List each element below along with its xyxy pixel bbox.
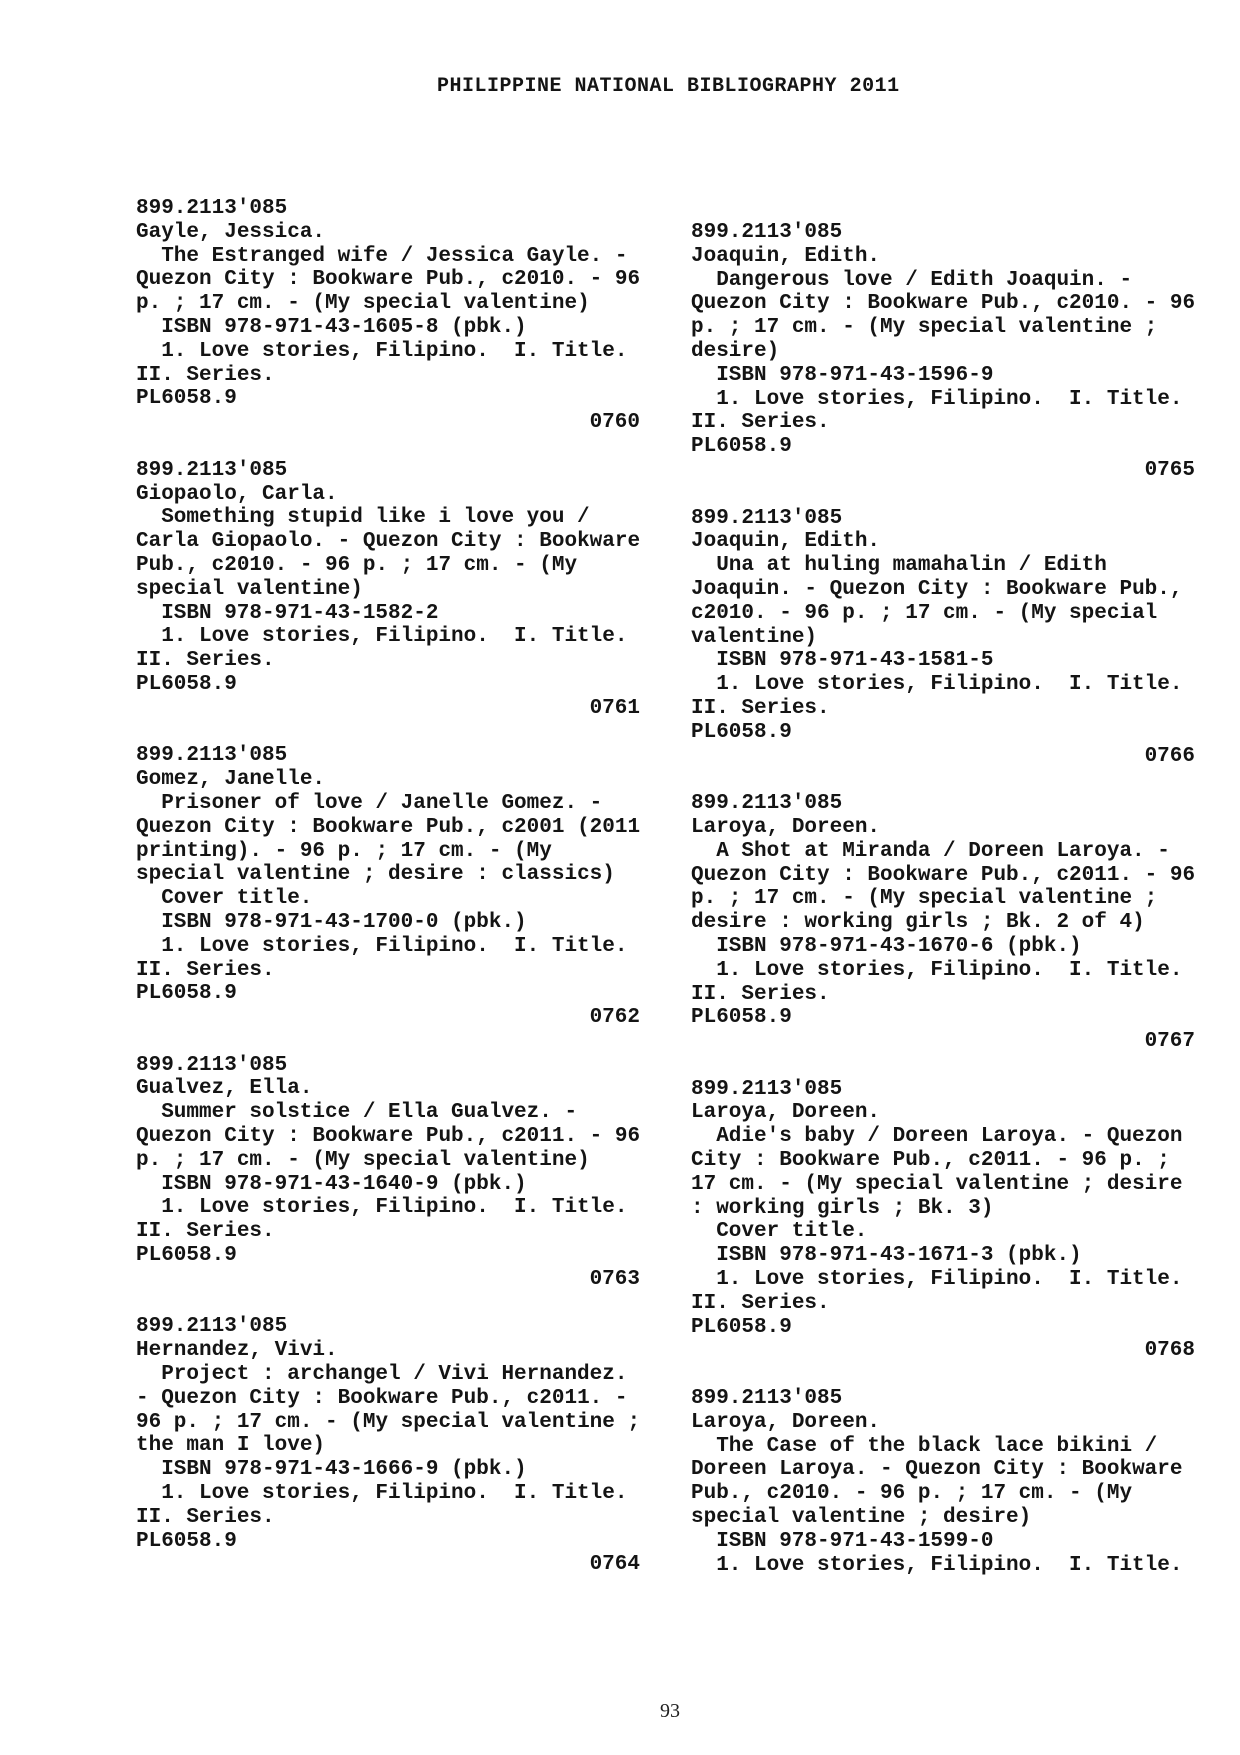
description-line: ISBN 978-971-43-1599-0	[716, 1529, 994, 1553]
call-number: PL6058.9	[136, 672, 237, 696]
page-number: 93	[660, 1700, 680, 1722]
entry-number: 0766	[1144, 744, 1195, 768]
author-heading: Joaquin, Edith.	[691, 530, 881, 554]
description-line: ISBN 978-971-43-1670-6 (pbk.)	[716, 934, 1082, 958]
description-line: Summer solstice / Ella Gualvez. -	[161, 1101, 578, 1125]
call-number: PL6058.9	[136, 1529, 237, 1553]
bibliographic-entry	[136, 1054, 640, 1292]
call-number: PL6058.9	[691, 1006, 792, 1030]
left-column	[136, 197, 640, 1601]
author-heading: Laroya, Doreen.	[691, 1101, 881, 1125]
description-line: II. Series.	[136, 958, 275, 982]
class-number: 899.2113'085	[136, 458, 288, 482]
entry-number: 0762	[589, 1006, 640, 1030]
description-line: ISBN 978-971-43-1605-8 (pbk.)	[161, 315, 527, 339]
right-column	[691, 221, 1195, 1601]
description-line: Quezon City : Bookware Pub., c2011. - 96	[691, 863, 1196, 887]
description-line: Cover title.	[161, 887, 313, 911]
description-line: 1. Love stories, Filipino. I. Title.	[161, 625, 628, 649]
description-line: Joaquin. - Quezon City : Bookware Pub.,	[691, 577, 1183, 601]
bibliographic-entry	[691, 792, 1195, 1054]
class-number: 899.2113'085	[136, 197, 288, 220]
entry-number: 0763	[589, 1267, 640, 1291]
description-line: special valentine ; desire : classics)	[136, 863, 615, 887]
description-line: 1. Love stories, Filipino. I. Title.	[716, 673, 1183, 697]
description-line: Pub., c2010. - 96 p. ; 17 cm. - (My	[691, 1482, 1133, 1506]
description-line: Something stupid like i love you /	[161, 506, 590, 530]
bibliographic-entry	[691, 507, 1195, 769]
call-number: PL6058.9	[691, 1315, 792, 1339]
description-line: II. Series.	[691, 411, 830, 435]
description-line: desire : working girls ; Bk. 2 of 4)	[691, 911, 1145, 935]
description-line: ISBN 978-971-43-1671-3 (pbk.)	[716, 1244, 1082, 1268]
call-number: PL6058.9	[691, 720, 792, 744]
class-number: 899.2113'085	[691, 1387, 843, 1411]
description-line: II. Series.	[136, 1505, 275, 1529]
description-line: The Case of the black lace bikini /	[716, 1434, 1158, 1458]
description-line: Quezon City : Bookware Pub., c2010. - 96	[691, 292, 1196, 316]
description-line: ISBN 978-971-43-1666-9 (pbk.)	[161, 1458, 527, 1482]
description-line: Doreen Laroya. - Quezon City : Bookware	[691, 1458, 1183, 1482]
entry-number: 0765	[1144, 458, 1195, 482]
description-line: 17 cm. - (My special valentine ; desire	[691, 1172, 1183, 1196]
description-line: : working girls ; Bk. 3)	[691, 1196, 994, 1220]
description-line: valentine)	[691, 625, 818, 649]
description-line: Pub., c2010. - 96 p. ; 17 cm. - (My	[136, 553, 578, 577]
description-line: Project : archangel / Vivi Hernandez.	[161, 1363, 628, 1387]
call-number: PL6058.9	[691, 435, 792, 459]
description-line: City : Bookware Pub., c2011. - 96 p. ;	[691, 1149, 1170, 1173]
entry-number: 0764	[589, 1553, 640, 1577]
description-line: II. Series.	[136, 363, 275, 387]
description-line: desire)	[691, 339, 780, 363]
description-line: II. Series.	[136, 649, 275, 673]
description-line: Adie's baby / Doreen Laroya. - Quezon	[716, 1125, 1183, 1149]
description-line: the man I love)	[136, 1434, 326, 1458]
class-number: 899.2113'085	[691, 506, 843, 530]
description-line: ISBN 978-971-43-1640-9 (pbk.)	[161, 1172, 527, 1196]
description-line: Cover title.	[716, 1220, 868, 1244]
description-line: Prisoner of love / Janelle Gomez. -	[161, 791, 603, 815]
description-line: The Estranged wife / Jessica Gayle. -	[161, 244, 628, 268]
description-line: 1. Love stories, Filipino. I. Title.	[161, 934, 628, 958]
author-heading: Gualvez, Ella.	[136, 1077, 313, 1101]
description-line: ISBN 978-971-43-1581-5	[716, 649, 994, 673]
description-line: 1. Love stories, Filipino. I. Title.	[716, 1268, 1183, 1292]
class-number: 899.2113'085	[691, 792, 843, 816]
class-number: 899.2113'085	[691, 221, 843, 244]
call-number: PL6058.9	[136, 1244, 237, 1268]
description-line: 1. Love stories, Filipino. I. Title.	[161, 1482, 628, 1506]
description-line: p. ; 17 cm. - (My special valentine ;	[691, 316, 1158, 340]
description-line: c2010. - 96 p. ; 17 cm. - (My special	[691, 601, 1158, 625]
bibliographic-entry	[136, 197, 640, 435]
description-line: Dangerous love / Edith Joaquin. -	[716, 268, 1133, 292]
description-line: 1. Love stories, Filipino. I. Title.	[161, 339, 628, 363]
class-number: 899.2113'085	[691, 1077, 843, 1101]
bibliographic-entry	[136, 1315, 640, 1577]
author-heading: Giopaolo, Carla.	[136, 482, 338, 506]
bibliographic-entry	[691, 1078, 1195, 1364]
call-number: PL6058.9	[136, 982, 237, 1006]
entry-number: 0767	[1144, 1030, 1195, 1054]
class-number: 899.2113'085	[136, 744, 288, 768]
description-line: special valentine)	[136, 577, 363, 601]
description-line: Quezon City : Bookware Pub., c2001 (2011	[136, 815, 641, 839]
class-number: 899.2113'085	[136, 1053, 288, 1077]
entry-number: 0760	[589, 411, 640, 435]
description-line: p. ; 17 cm. - (My special valentine)	[136, 292, 590, 316]
author-heading: Hernandez, Vivi.	[136, 1339, 338, 1363]
description-line: - Quezon City : Bookware Pub., c2011. -	[136, 1386, 628, 1410]
description-line: ISBN 978-971-43-1700-0 (pbk.)	[161, 910, 527, 934]
description-line: II. Series.	[691, 696, 830, 720]
description-line: A Shot at Miranda / Doreen Laroya. -	[716, 839, 1170, 863]
description-line: ISBN 978-971-43-1582-2	[161, 601, 439, 625]
author-heading: Laroya, Doreen.	[691, 1410, 881, 1434]
call-number: PL6058.9	[136, 387, 237, 411]
description-line: Quezon City : Bookware Pub., c2010. - 96	[136, 268, 641, 292]
entry-number: 0761	[589, 696, 640, 720]
description-line: II. Series.	[136, 1220, 275, 1244]
description-line: 1. Love stories, Filipino. I. Title.	[716, 1553, 1183, 1577]
description-line: 96 p. ; 17 cm. - (My special valentine ;	[136, 1410, 641, 1434]
author-heading: Gomez, Janelle.	[136, 768, 326, 792]
description-line: p. ; 17 cm. - (My special valentine ;	[691, 887, 1158, 911]
bibliographic-entry	[136, 744, 640, 1030]
description-line: 1. Love stories, Filipino. I. Title.	[161, 1196, 628, 1220]
description-line: 1. Love stories, Filipino. I. Title.	[716, 387, 1183, 411]
description-line: Carla Giopaolo. - Quezon City : Bookware	[136, 530, 641, 554]
description-line: printing). - 96 p. ; 17 cm. - (My	[136, 839, 552, 863]
author-heading: Gayle, Jessica.	[136, 220, 326, 244]
description-line: 1. Love stories, Filipino. I. Title.	[716, 958, 1183, 982]
bibliographic-entry	[691, 221, 1195, 483]
description-line: p. ; 17 cm. - (My special valentine)	[136, 1148, 590, 1172]
entry-number: 0768	[1144, 1339, 1195, 1363]
author-heading: Laroya, Doreen.	[691, 815, 881, 839]
description-line: II. Series.	[691, 982, 830, 1006]
running-head: PHILIPPINE NATIONAL BIBLIOGRAPHY 2011	[437, 75, 900, 98]
description-line: special valentine ; desire)	[691, 1506, 1032, 1530]
class-number: 899.2113'085	[136, 1315, 288, 1339]
description-line: Una at huling mamahalin / Edith	[716, 554, 1107, 578]
description-line: Quezon City : Bookware Pub., c2011. - 96	[136, 1125, 641, 1149]
description-line: ISBN 978-971-43-1596-9	[716, 363, 994, 387]
author-heading: Joaquin, Edith.	[691, 244, 881, 268]
bibliographic-entry	[136, 459, 640, 721]
description-line: II. Series.	[691, 1291, 830, 1315]
bibliographic-entry	[691, 1387, 1195, 1577]
